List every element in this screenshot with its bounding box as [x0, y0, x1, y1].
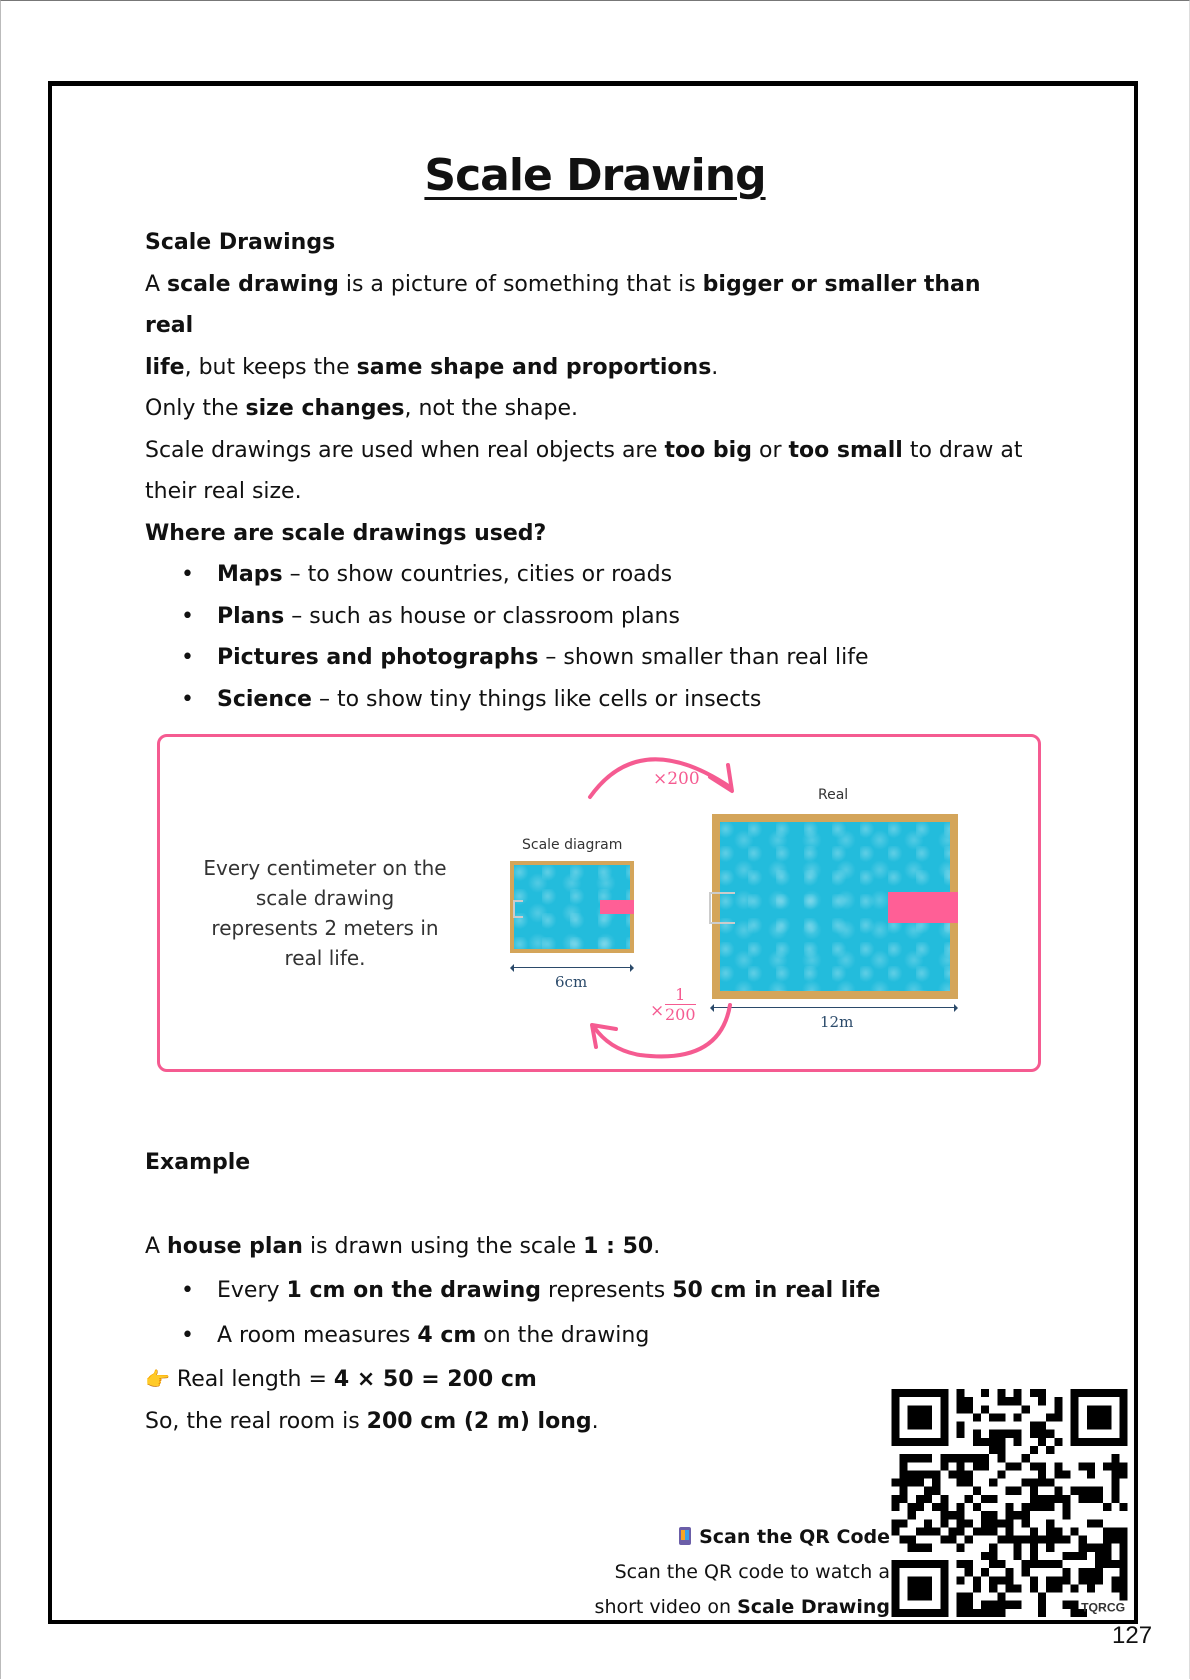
text: A room measures — [217, 1323, 418, 1348]
text: , not the shape. — [404, 396, 578, 421]
use-desc: – to show countries, cities or roads — [282, 562, 673, 587]
use-term: Pictures and photographs — [217, 645, 539, 670]
text: Every — [217, 1278, 287, 1303]
page-title — [0, 150, 1190, 201]
bold-text: same shape and proportions — [356, 354, 712, 380]
bold-text: 200 cm (2 m) long — [366, 1409, 592, 1434]
uses-heading-text: Where are scale drawings used? — [145, 520, 547, 546]
calculation-text — [170, 1367, 537, 1392]
qr-heading — [595, 1520, 890, 1555]
diving-board — [600, 900, 634, 914]
scale-dimension-arrow — [512, 967, 632, 968]
list-item — [145, 1313, 880, 1358]
uses-list — [145, 554, 1025, 720]
list-item — [145, 554, 1025, 596]
text: or — [751, 437, 789, 463]
list-item — [145, 679, 1025, 721]
real-label: Real — [818, 787, 849, 803]
scale-diagram-label: Scale diagram — [522, 837, 623, 853]
diving-board — [888, 892, 958, 923]
text: . — [711, 354, 719, 380]
bold-text: scale drawing — [167, 271, 339, 297]
text: their real size. — [145, 479, 302, 504]
figure-caption: Every centimeter on the scale drawing represents 2 meters in real life. — [203, 856, 447, 970]
text: . — [591, 1409, 599, 1434]
text: on the drawing — [476, 1323, 650, 1348]
qr-line-2 — [595, 1590, 890, 1625]
scale-dimension-label: 6cm — [555, 973, 588, 991]
text: Only the — [145, 396, 246, 421]
use-desc: – such as house or classroom plans — [284, 603, 680, 629]
bold-text: too big — [664, 437, 752, 463]
text: Real length = — [169, 1367, 334, 1392]
text: A — [145, 1234, 168, 1259]
bold-text: 1 cm on the drawing — [286, 1278, 542, 1303]
use-term: Science — [217, 686, 312, 712]
mobile-phone-icon — [679, 1527, 691, 1545]
qr-line-1: Scan the QR code to watch a — [614, 1561, 890, 1583]
paragraph-line — [145, 471, 1025, 513]
text: is a picture of something that is — [338, 271, 703, 297]
reverse-fraction — [665, 985, 696, 1024]
text: is drawn using the scale — [302, 1234, 584, 1259]
bold-text: 4 cm — [417, 1323, 477, 1348]
example-heading — [145, 1142, 880, 1184]
text: A — [145, 271, 168, 297]
intro-section — [145, 222, 1025, 720]
page-title-text: Scale Drawing — [424, 150, 766, 201]
forward-operation: ×200 — [653, 769, 700, 789]
bold-text: bigger or smaller than real — [145, 271, 981, 338]
use-desc: – shown smaller than real life — [538, 645, 869, 670]
use-term: Maps — [217, 562, 283, 587]
qr-line-2-prefix: short video on — [594, 1596, 738, 1618]
list-item — [145, 637, 1025, 679]
page-number: 127 — [1112, 1622, 1153, 1649]
reverse-operation-sign: × — [650, 1001, 665, 1021]
bold-text: size changes — [245, 396, 405, 421]
example-statement — [145, 1226, 880, 1268]
use-desc: – to show tiny things like cells or insects — [311, 686, 762, 712]
paragraph-line — [145, 347, 1025, 389]
real-pool-image — [712, 814, 958, 999]
text: represents — [541, 1278, 673, 1303]
text: So, the real room is — [145, 1409, 367, 1434]
real-dimension-label: 12m — [820, 1013, 854, 1031]
pointing-hand-icon: 👉 — [145, 1367, 170, 1391]
bold-text: 1 : 50 — [583, 1234, 654, 1259]
bold-text: 4 × 50 = 200 cm — [333, 1367, 537, 1392]
pool-ladder — [513, 900, 523, 918]
paragraph-line — [145, 388, 1025, 430]
paragraph-line — [145, 264, 1025, 347]
bold-text: house plan — [167, 1234, 303, 1259]
intro-heading — [145, 222, 1025, 264]
intro-paragraph — [145, 264, 1025, 513]
example-bullets — [145, 1268, 880, 1358]
text: to draw at — [902, 437, 1023, 463]
list-item — [145, 1268, 880, 1313]
scale-pool-image — [510, 861, 634, 953]
use-term: Plans — [217, 603, 285, 629]
qr-code-image[interactable] — [891, 1389, 1128, 1617]
example-calculation — [145, 1358, 880, 1401]
fraction-numerator: 1 — [665, 985, 696, 1005]
example-conclusion — [145, 1401, 880, 1443]
intro-heading-text: Scale Drawings — [145, 230, 336, 255]
text: , but keeps the — [184, 354, 357, 380]
qr-caption — [595, 1520, 890, 1625]
example-section — [145, 1142, 880, 1443]
uses-heading — [145, 513, 1025, 555]
fraction-denominator: 200 — [665, 1005, 696, 1024]
text: . — [653, 1234, 661, 1259]
pool-ladder — [709, 892, 735, 924]
list-item — [145, 596, 1025, 638]
spacer — [145, 1184, 880, 1226]
qr-line-2-bold: Scale Drawing — [737, 1596, 890, 1618]
example-heading-text: Example — [145, 1150, 251, 1175]
qr-watermark: TQRCG — [1081, 1600, 1126, 1615]
qr-heading-text: Scan the QR Code — [699, 1526, 890, 1548]
bold-text: 50 cm in real life — [672, 1278, 881, 1303]
scale-figure — [157, 734, 1041, 1072]
text: Scale drawings are used when real objects are — [145, 437, 665, 463]
bold-text: life — [145, 354, 185, 380]
paragraph-line — [145, 430, 1025, 472]
bold-text: too small — [788, 437, 903, 463]
